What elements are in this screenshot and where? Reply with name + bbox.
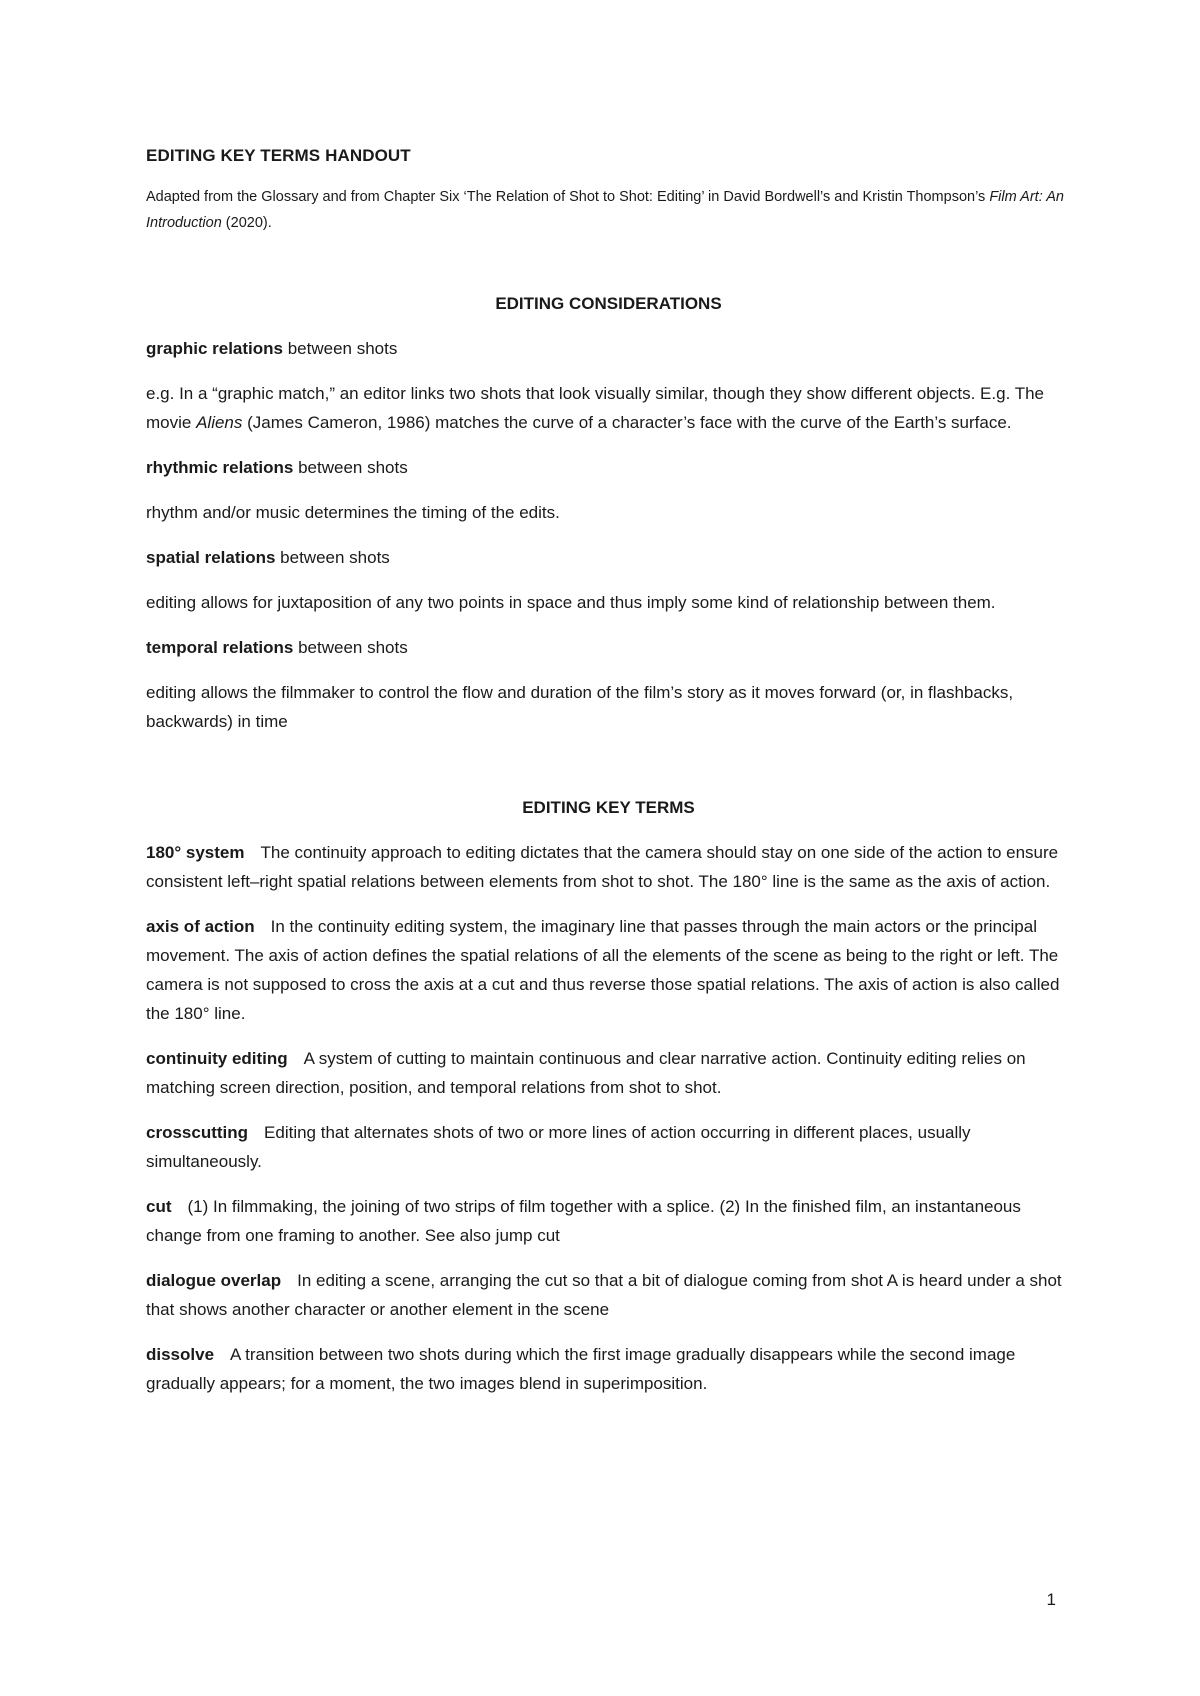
key-term-definition: The continuity approach to editing dictates that the camera should stay on one side of the action to ensure consistent left–right spatial relations between elements from shot to shot. The 180° line is the same as the axis of action. (146, 843, 1059, 891)
key-term-name: dissolve (146, 1345, 215, 1364)
key-term-crosscutting (146, 1118, 1071, 1176)
film-title-aliens: Aliens (196, 413, 243, 432)
key-term-axis-of-action (146, 912, 1071, 1028)
attribution-part2: (2020). (221, 215, 272, 231)
key-term-definition: (1) In filmmaking, the joining of two strips of film together with a splice. (2) In the finished film, an instantaneous change from one framing to another. See also jump cut (146, 1197, 1021, 1245)
key-term-name: dialogue overlap (146, 1271, 282, 1290)
consideration-term: rhythmic relations (146, 458, 294, 477)
key-term-name: continuity editing (146, 1049, 288, 1068)
key-term-name: axis of action (146, 917, 255, 936)
consideration-term: graphic relations (146, 339, 283, 358)
consideration-term: temporal relations (146, 638, 294, 657)
key-term-name: cut (146, 1197, 172, 1216)
key-term-name: crosscutting (146, 1123, 249, 1142)
key-term-continuity-editing (146, 1044, 1071, 1102)
consideration-term: spatial relations (146, 548, 276, 567)
key-term-dialogue-overlap (146, 1266, 1071, 1324)
consideration-graphic-relations (146, 334, 1071, 363)
key-terms-heading: EDITING KEY TERMS (522, 798, 695, 817)
consideration-body: editing allows the filmmaker to control the flow and duration of the film’s story as it moves forward (or, in flashbacks, backwards) in time (146, 683, 1014, 731)
key-term-name: 180° system (146, 843, 245, 862)
consideration-body: rhythm and/or music determines the timing of the edits. (146, 503, 560, 522)
attribution-part1: Adapted from the Glossary and from Chapter Six ‘The Relation of Shot to Shot: Editing’ in David Bordwell’s and Kristin Thompson’s (146, 189, 990, 205)
key-term-definition: In editing a scene, arranging the cut so that a bit of dialogue coming from shot A is heard under a shot that shows another character or another element in the scene (146, 1271, 1062, 1319)
key-term-180-system (146, 838, 1071, 896)
consideration-body-part2: (James Cameron, 1986) matches the curve of a character’s face with the curve of the Earth’s surface. (242, 413, 1012, 432)
page-number: 1 (1046, 1590, 1056, 1609)
key-term-dissolve (146, 1340, 1071, 1398)
consideration-body-part1: e.g. In a “graphic match,” an editor links two shots that look visually similar, though they show different objects. E.g. The movie (146, 384, 1044, 432)
consideration-body: editing allows for juxtaposition of any two points in space and thus imply some kind of relationship between them. (146, 593, 996, 612)
book-title: Film Art: An Introduction (146, 189, 1064, 231)
document-title: EDITING KEY TERMS HANDOUT (146, 146, 411, 165)
considerations-heading: EDITING CONSIDERATIONS (495, 294, 722, 313)
consideration-suffix: between shots (293, 458, 408, 477)
consideration-suffix: between shots (293, 638, 408, 657)
consideration-spatial-relations (146, 543, 1071, 572)
consideration-body (146, 379, 1071, 437)
key-term-cut (146, 1192, 1071, 1250)
attribution-text (146, 184, 1071, 236)
key-term-definition: A transition between two shots during which the first image gradually disappears while the second image gradually appears; for a moment, the two images blend in superimposition. (146, 1345, 1016, 1393)
consideration-rhythmic-relations (146, 453, 1071, 482)
key-term-definition: Editing that alternates shots of two or more lines of action occurring in different places, usually simultaneously. (146, 1123, 971, 1171)
consideration-suffix: between shots (282, 339, 398, 358)
consideration-suffix: between shots (275, 548, 390, 567)
page-content (146, 146, 1071, 1414)
key-term-definition: A system of cutting to maintain continuous and clear narrative action. Continuity editing relies on matching screen direction, position, and temporal relations from shot to shot. (146, 1049, 1026, 1097)
key-term-definition: In the continuity editing system, the imaginary line that passes through the main actors or the principal movement. The axis of action defines the spatial relations of all the elements of the scene as being to the right or left. The camera is not supposed to cross the axis at a cut and thus reverse those spatial relations. The axis of action is also called the 180° line. (146, 917, 1060, 1023)
consideration-temporal-relations (146, 633, 1071, 662)
